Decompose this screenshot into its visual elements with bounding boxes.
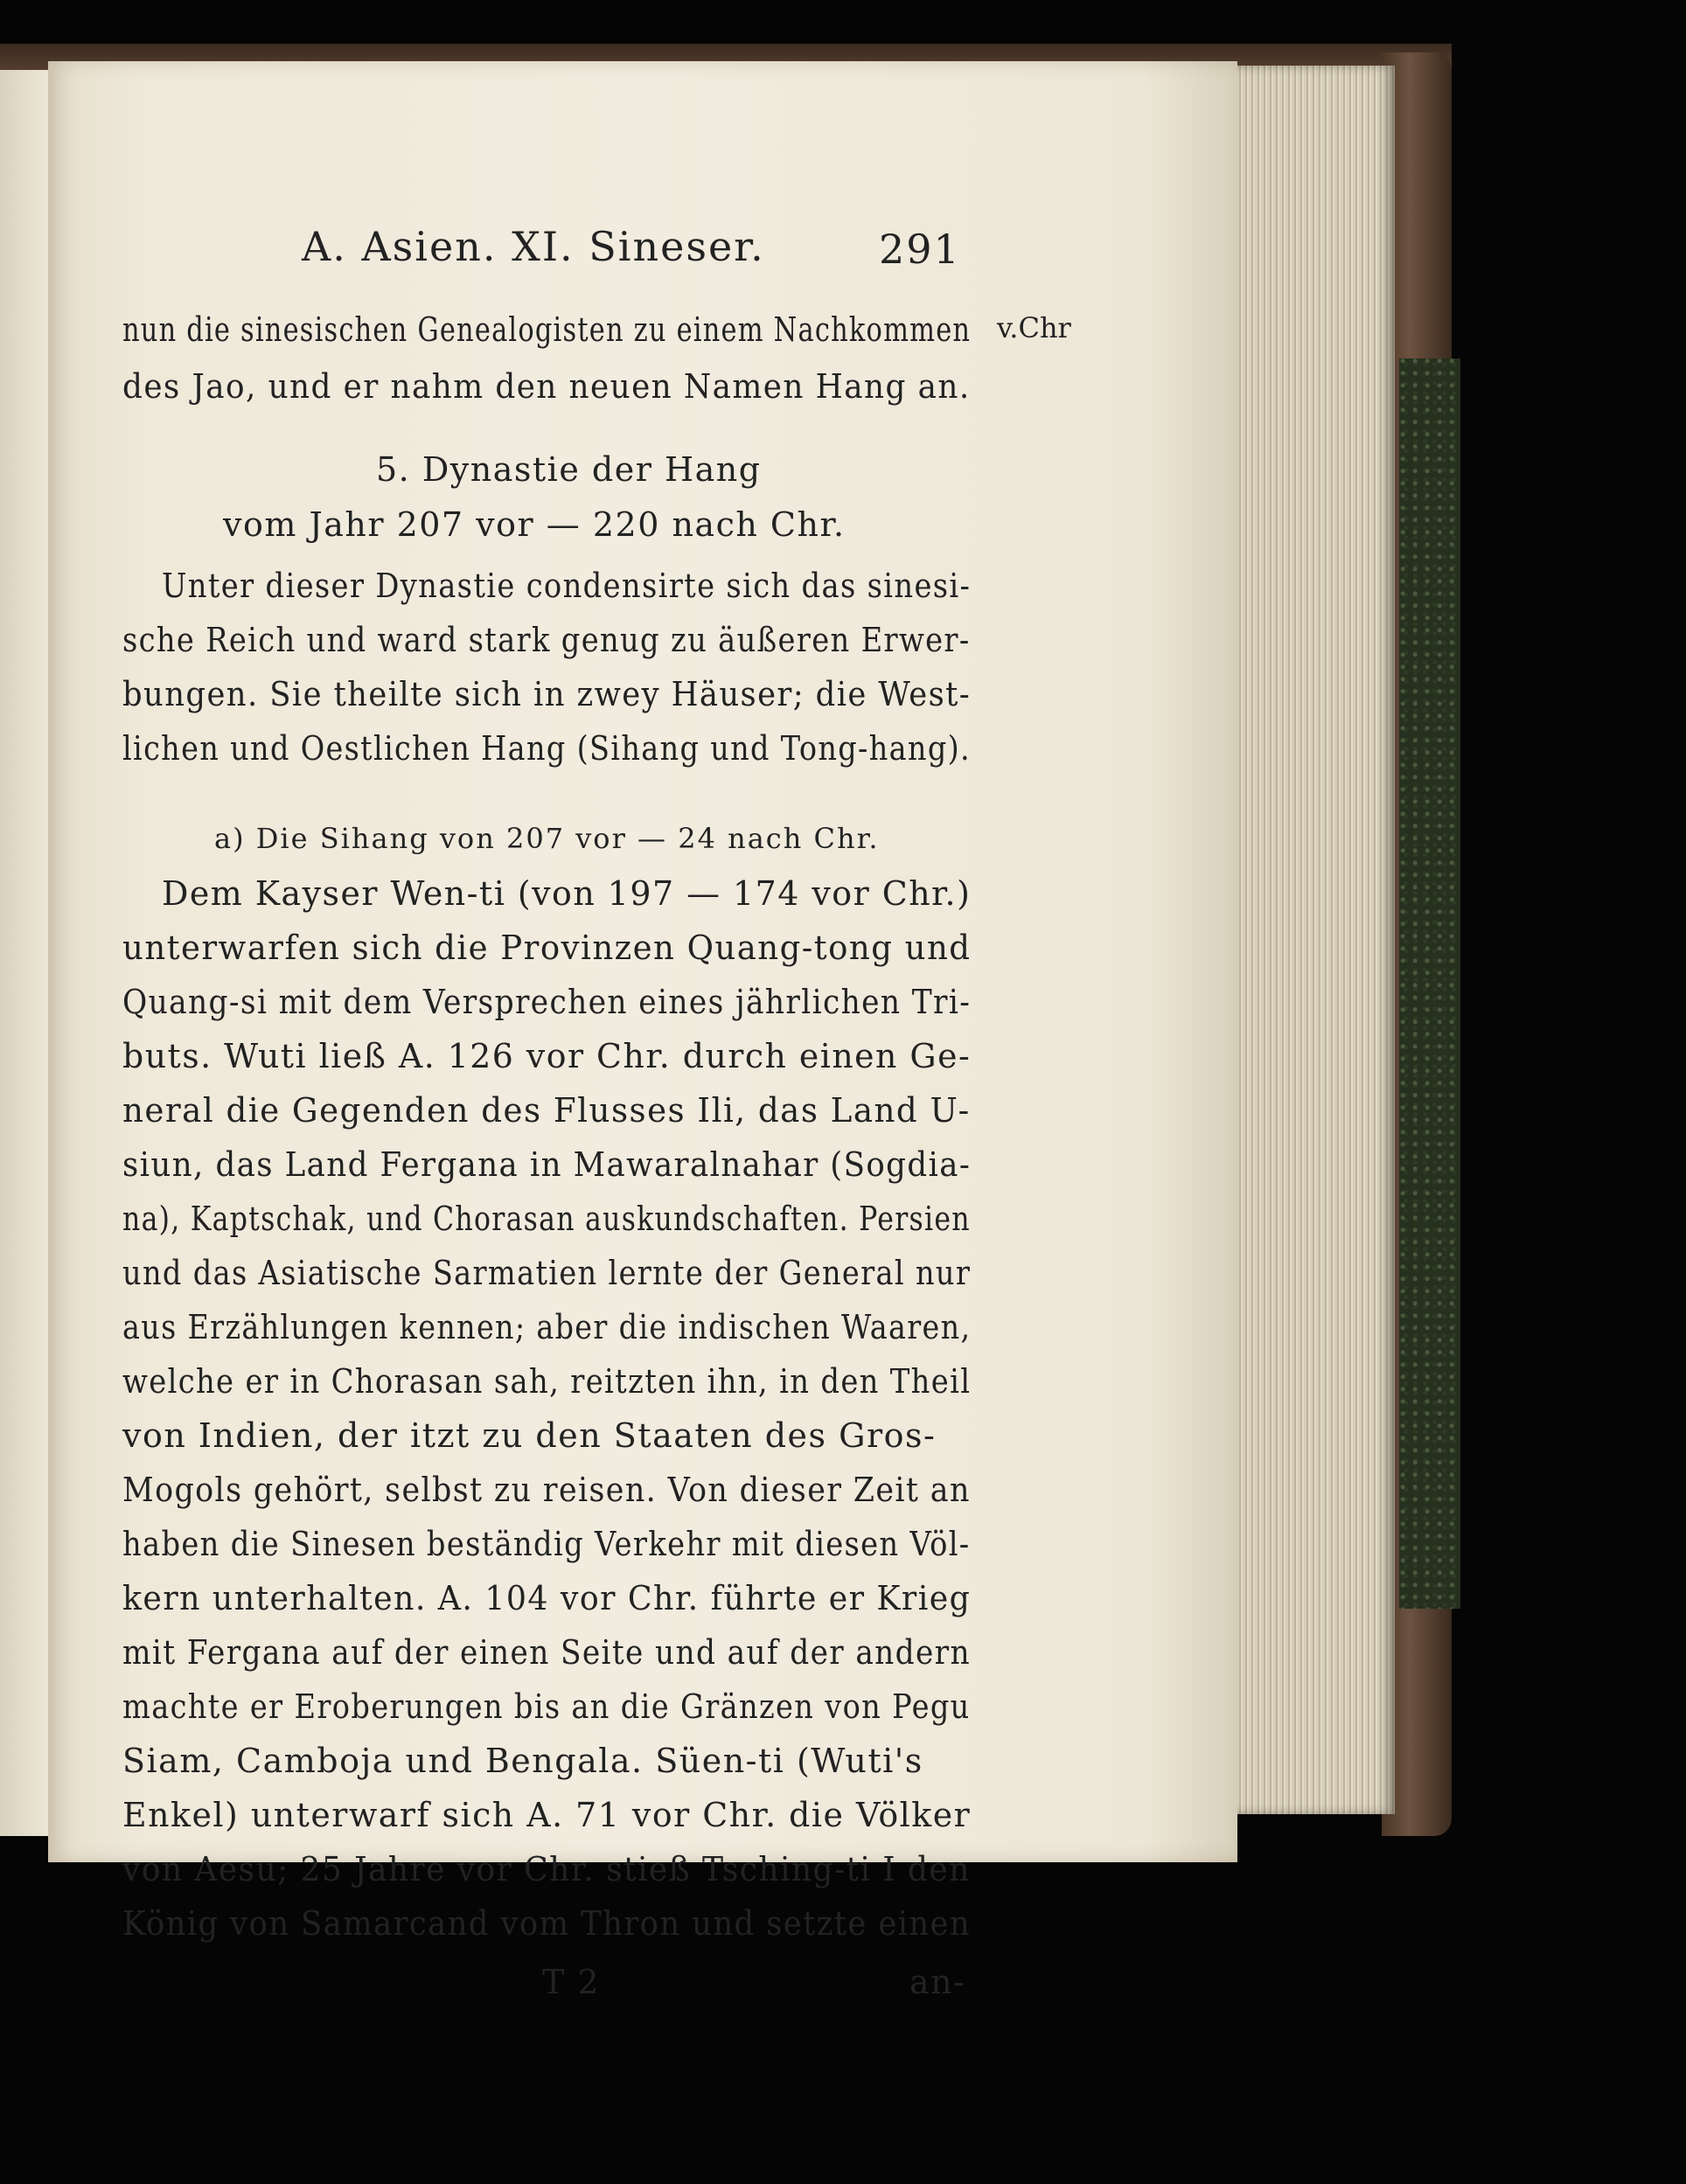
signature-mark: T 2 bbox=[542, 1963, 601, 2001]
catchword: an- bbox=[909, 1963, 966, 2001]
text-line: buts. Wuti ließ A. 126 vor Chr. durch einen Ge- bbox=[122, 1037, 972, 1075]
text-line: Mogols gehört, selbst zu reisen. Von dieser Zeit an bbox=[122, 1471, 971, 1509]
text-line: welche er in Chorasan sah, reitzten ihn, in den Theil bbox=[122, 1362, 972, 1401]
subsection-title: a) Die Sihang von 207 vor — 24 nach Chr. bbox=[214, 822, 880, 855]
text-line: na), Kaptschak, und Chorasan auskundschaften. Persien bbox=[122, 1200, 971, 1238]
text-line: und das Asiatische Sarmatien lernte der General nur bbox=[122, 1254, 972, 1292]
text-line: unterwarfen sich die Provinzen Quang-tong und bbox=[122, 929, 972, 967]
text-line: machte er Eroberungen bis an die Gränzen von Pegu bbox=[122, 1687, 971, 1726]
text-line: von Indien, der itzt zu den Staaten des Gros- bbox=[122, 1416, 937, 1455]
marbled-cover bbox=[1399, 358, 1460, 1609]
text-line: Siam, Camboja und Bengala. Süen-ti (Wuti's bbox=[122, 1742, 923, 1780]
text-line: Quang-si mit dem Versprechen eines jährlichen Tri- bbox=[122, 983, 972, 1021]
section-title: 5. Dynastie der Hang bbox=[376, 450, 762, 489]
text-line: lichen und Oestlichen Hang (Sihang und Tong-hang). bbox=[122, 729, 971, 768]
text-line: von Aesu; 25 Jahre vor Chr. stieß Tsching-ti I den bbox=[122, 1850, 971, 1888]
text-line: Enkel) unterwarf sich A. 71 vor Chr. die Völker bbox=[122, 1796, 972, 1834]
text-line: Unter dieser Dynastie condensirte sich das sinesi- bbox=[162, 567, 972, 605]
text-line: des Jao, und er nahm den neuen Namen Hang an. bbox=[122, 367, 971, 406]
section-dates: vom Jahr 207 vor — 220 nach Chr. bbox=[223, 505, 846, 544]
margin-note: v.Chr bbox=[997, 311, 1071, 344]
text-line: haben die Sinesen beständig Verkehr mit diesen Völ- bbox=[122, 1525, 971, 1563]
text-line: mit Fergana auf der einen Seite und auf der andern bbox=[122, 1633, 971, 1672]
text-line: nun die sinesischen Genealogisten zu einem Nachkommen bbox=[122, 310, 972, 349]
running-title: A. Asien. XI. Sineser. bbox=[302, 223, 765, 270]
text-line: siun, das Land Fergana in Mawaralnahar (Sogdia- bbox=[122, 1145, 972, 1184]
page-block-edges bbox=[1224, 66, 1395, 1814]
text-line: König von Samarcand vom Thron und setzte einen bbox=[122, 1904, 972, 1943]
text-line: bungen. Sie theilte sich in zwey Häuser; die West- bbox=[122, 675, 972, 713]
text-line: aus Erzählungen kennen; aber die indischen Waaren, bbox=[122, 1308, 972, 1346]
page-number: 291 bbox=[879, 226, 961, 273]
text-line: kern unterhalten. A. 104 vor Chr. führte er Krieg bbox=[122, 1579, 972, 1617]
facing-page-edge bbox=[0, 70, 48, 1836]
text-line: neral die Gegenden des Flusses Ili, das Land U- bbox=[122, 1091, 971, 1130]
text-line: Dem Kayser Wen-ti (von 197 — 174 vor Chr.) bbox=[162, 874, 972, 913]
text-line: sche Reich und ward stark genug zu äußeren Erwer- bbox=[122, 621, 971, 659]
